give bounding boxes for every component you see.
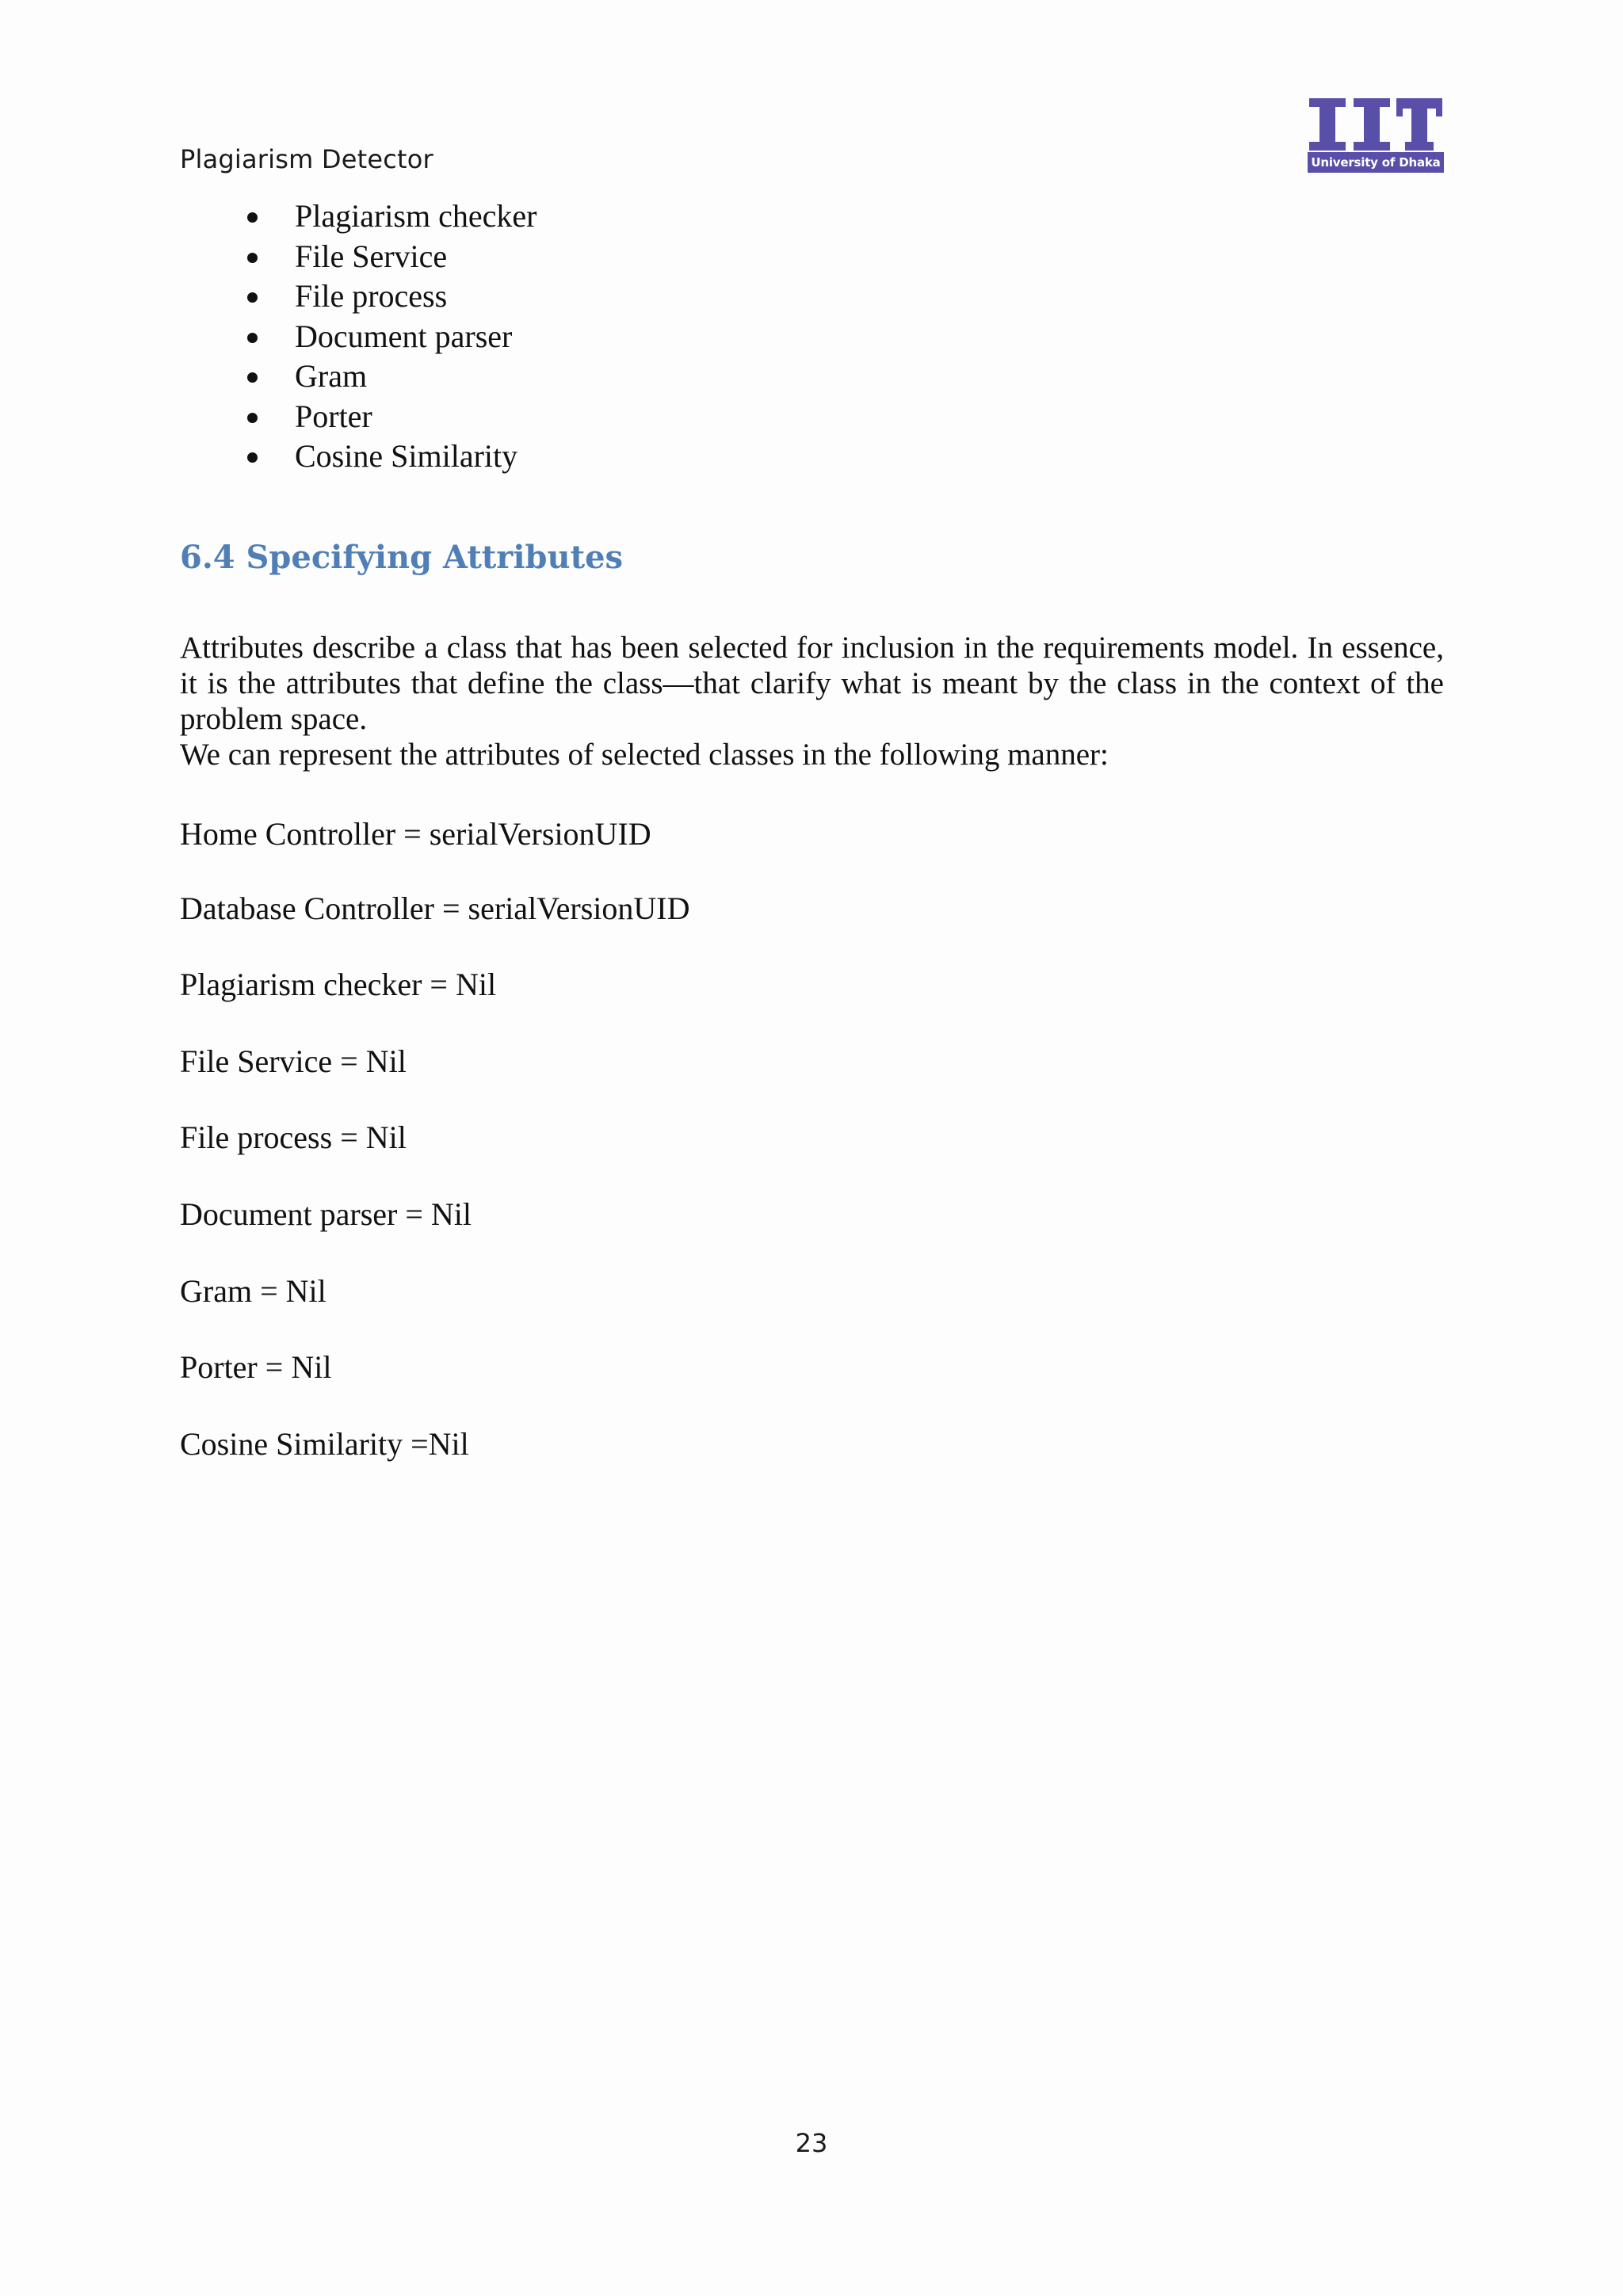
attribute-line: Home Controller = serialVersionUID — [180, 816, 651, 852]
class-list-item — [241, 196, 537, 237]
running-header: Plagiarism Detector — [180, 144, 433, 174]
iit-logo-letters — [1308, 98, 1444, 151]
bullet-icon — [247, 253, 258, 263]
attribute-line: Porter = Nil — [180, 1349, 332, 1385]
class-list-item — [241, 357, 537, 397]
bullet-icon — [247, 413, 258, 423]
bullet-icon — [247, 452, 258, 463]
section-paragraph: Attributes describe a class that has been selected for inclusion in the requirements model. In essence, it is the attributes that define the class—that clarify what is meant by the class in the context of the problem space. — [180, 631, 1444, 736]
class-list-item-label: File process — [295, 278, 448, 314]
attribute-line: File Service = Nil — [180, 1043, 407, 1079]
bullet-icon — [247, 212, 258, 223]
attribute-line: Cosine Similarity =Nil — [180, 1426, 469, 1462]
logo-band-text: University of Dhaka — [1308, 152, 1444, 173]
class-list-item-label: Porter — [295, 398, 372, 434]
attribute-line: Database Controller = serialVersionUID — [180, 891, 690, 926]
bullet-icon — [247, 292, 258, 303]
attribute-line: Gram = Nil — [180, 1273, 327, 1309]
class-list-item — [241, 397, 537, 437]
class-list-item — [241, 317, 537, 357]
section-intro-line: We can represent the attributes of selected classes in the following manner: — [180, 738, 1109, 772]
section-title: 6.4 Specifying Attributes — [180, 539, 624, 576]
class-list-item — [241, 277, 537, 317]
class-bullet-list — [241, 196, 537, 477]
class-list-item — [241, 437, 537, 477]
bullet-icon — [247, 333, 258, 343]
iit-logo — [1308, 98, 1444, 173]
class-list-item-label: Cosine Similarity — [295, 438, 518, 474]
page-number: 23 — [795, 2128, 828, 2158]
attribute-line: Document parser = Nil — [180, 1196, 472, 1232]
attribute-line: Plagiarism checker = Nil — [180, 967, 497, 1002]
class-list-item-label: Plagiarism checker — [295, 198, 537, 234]
class-list-item-label: File Service — [295, 238, 448, 274]
class-list-item — [241, 237, 537, 277]
bullet-icon — [247, 372, 258, 383]
class-list-item-label: Document parser — [295, 318, 513, 354]
attribute-line: File process = Nil — [180, 1119, 407, 1155]
class-list-item-label: Gram — [295, 358, 368, 394]
